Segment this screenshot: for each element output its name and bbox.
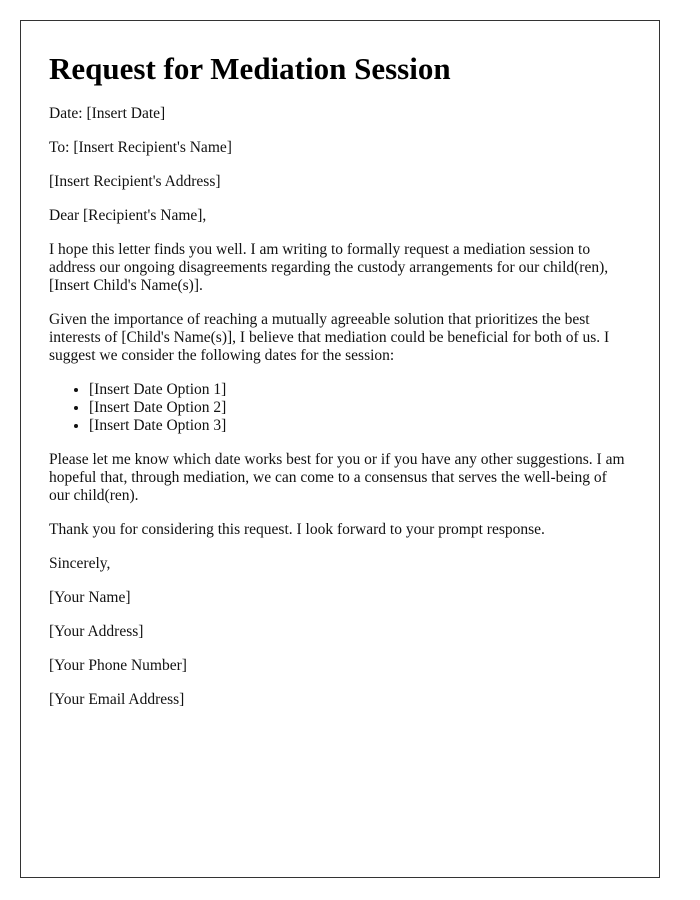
recipient-address-line: [Insert Recipient's Address] [49, 173, 221, 190]
body-paragraph-dates: Given the importance of reaching a mutually agreeable solution that prioritizes the best interests of [Child's Name(s)], I believe that mediation could be beneficial for both of us. I suggest we consider the following dates for the session: [49, 311, 610, 364]
signature-address: [Your Address] [49, 623, 144, 640]
date-option-item: • [Insert Date Option 1] [89, 381, 631, 399]
date-option-item: • [Insert Date Option 3] [89, 417, 631, 435]
date-option-item: • [Insert Date Option 2] [89, 399, 631, 417]
date-options-list [49, 381, 631, 435]
signature-phone: [Your Phone Number] [49, 657, 187, 674]
recipient-name-line: To: [Insert Recipient's Name] [49, 139, 232, 156]
body-paragraph-request: Please let me know which date works best for you or if you have any other suggestions. I am hopeful that, through mediation, we can come to a consensus that serves the well-being of our child(ren). [49, 451, 625, 504]
signature-email: [Your Email Address] [49, 691, 185, 708]
body-paragraph-intro: I hope this letter finds you well. I am writing to formally request a mediation session to address our ongoing disagreements regarding the custody arrangements for our child(ren), [Insert Child's Name(s)]. [49, 241, 609, 294]
letter-title: Request for Mediation Session [49, 51, 451, 86]
closing: Sincerely, [49, 555, 111, 572]
body-paragraph-thanks: Thank you for considering this request. I look forward to your prompt response. [49, 521, 545, 538]
date-line: Date: [Insert Date] [49, 105, 166, 122]
letter-page [20, 20, 660, 878]
salutation: Dear [Recipient's Name], [49, 207, 207, 224]
signature-name: [Your Name] [49, 589, 131, 606]
